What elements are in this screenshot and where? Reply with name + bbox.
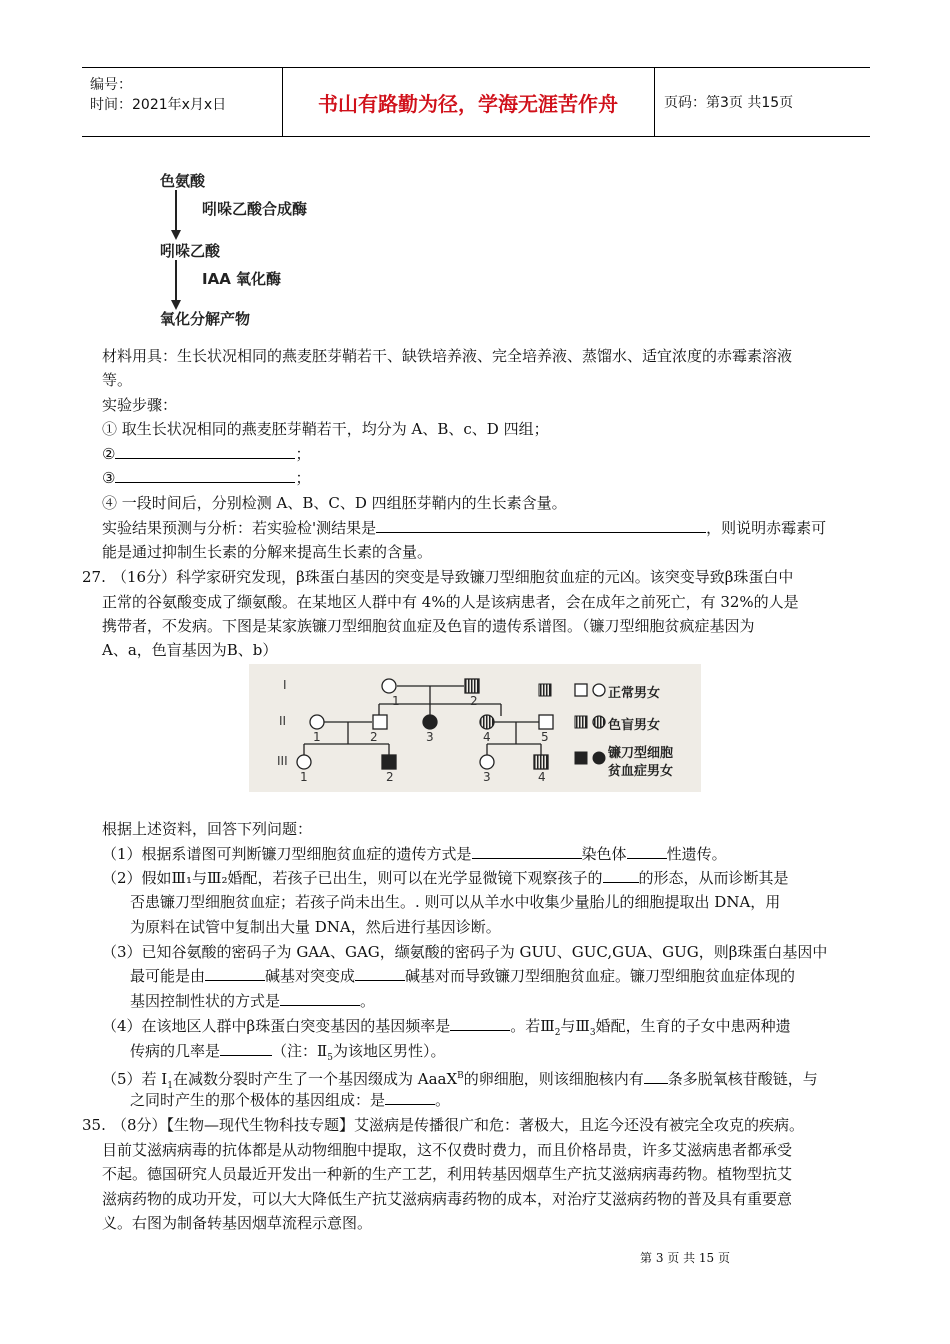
a1-blank-1[interactable]	[472, 842, 582, 859]
num-i2: 2	[470, 694, 478, 708]
answer-5-line-2	[130, 1088, 450, 1112]
materials-line-1: 材料用具：生长状况相同的燕麦胚芽鞘若干、缺铁培养液、完全培养液、蒸馏水、适宜浓度的赤霉素溶液	[102, 347, 793, 365]
flow-arrow-1	[170, 190, 182, 240]
step-3-suffix: ；	[295, 469, 311, 487]
a5-suffix: 条多脱氧核苷酸链，与	[667, 1070, 818, 1088]
a5-mid: 在减数分裂时产生了一个基因缀成为 AaaX	[172, 1070, 458, 1088]
steps-title: 实验步骤：	[102, 396, 178, 414]
answer-3-line-2	[130, 964, 795, 988]
a2-blank[interactable]	[603, 866, 639, 883]
result-line-2: 能是通过抑制生长素的分解来提高生长素的含量。	[102, 543, 433, 561]
pedigree-iii1	[297, 755, 311, 769]
gen-iii-label: III	[277, 754, 288, 768]
a5-mid-2: 的卵细胞，则该细胞核内有	[463, 1070, 644, 1088]
gen-ii-label: II	[279, 714, 287, 728]
pedigree-chart	[249, 664, 701, 792]
q35-line-5: 义。右图为制备转基因烟草流程示意图。	[102, 1214, 373, 1232]
legend-normal-text: 正常男女	[608, 686, 661, 701]
legend-sickle-text-1: 镰刀型细胞	[608, 746, 674, 761]
q35-line-2: 目前艾滋病病毒的抗体都是从动物细胞中提取，这不仅费时费力，而且价格昂贵，许多艾滋病患者都承受	[102, 1141, 793, 1159]
step-1: ① 取生长状况相同的燕麦胚芽鞘若干，均分为 A、B、c、D 四组；	[102, 420, 549, 438]
pedigree-iii4	[534, 755, 548, 769]
num-iii1: 1	[300, 770, 308, 784]
a5-sup: B	[457, 1071, 464, 1081]
flow-enzyme-oxidase: IAA 氧化酶	[202, 270, 282, 288]
a4-blank-2[interactable]	[220, 1039, 272, 1056]
header-info-cell	[82, 68, 283, 136]
motto: 书山有路勤为径，学海无涯苦作舟	[282, 68, 655, 136]
pedigree-ii3	[423, 715, 437, 729]
a4-line2-sub: 5	[327, 1053, 333, 1063]
num-ii3: 3	[426, 730, 434, 744]
legend-normal-female	[593, 684, 605, 696]
answer-3-line-3	[130, 989, 375, 1013]
date-label: 时间：2021年x月x日	[90, 97, 227, 113]
pedigree-ii5	[539, 715, 553, 729]
q27-line-3: 携带者，不发病。下图是某家族镰刀型细胞贫血症及色盲的遗传系谱图。（镰刀型细胞贫疯症基因为	[102, 617, 755, 635]
step-2-prefix: ②	[102, 445, 116, 463]
q35-number: 35.	[82, 1116, 106, 1134]
a5-line2-prefix: 之同时产生的那个极体的基因组成：是	[130, 1091, 386, 1109]
step-3	[102, 466, 310, 490]
legend-sickle-text-2: 贫血症男女	[608, 764, 674, 779]
a3-line3-suffix: 。	[360, 992, 376, 1010]
num-iii2: 2	[386, 770, 394, 784]
q35-line-4: 滋病药物的成功开发，可以大大降低生产抗艾滋病病毒药物的成本，对治疗艾滋病药物的普及具有重要意	[102, 1190, 793, 1208]
a3-line3-prefix: 基因控制性状的方式是	[130, 992, 281, 1010]
q27-line-4: A、a，色盲基因为B、b）	[102, 641, 278, 659]
pedigree-iii3	[480, 755, 494, 769]
a4-sub-1: 2	[554, 1028, 561, 1038]
page-label: 页码：第3页 共15页	[664, 95, 794, 111]
answer-2-line-2: 否患镰刀型细胞贫血症；若孩子尚未出生。. 则可以从羊水中收集少量胎儿的细胞提取出 DNA，用	[130, 893, 781, 911]
legend-colorblind-text: 色盲男女	[608, 718, 661, 733]
step-3-prefix: ③	[102, 469, 116, 487]
pedigree-ii1	[310, 715, 324, 729]
legend-normal-male	[575, 684, 587, 696]
a5-blank-1[interactable]	[644, 1067, 668, 1084]
result-blank[interactable]	[376, 516, 706, 533]
legend-colorblind-male	[575, 716, 587, 728]
num-ii4: 4	[483, 730, 491, 744]
legend-sickle-male	[575, 752, 587, 764]
a1-suffix: 性遗传。	[666, 845, 727, 863]
a4-blank-1[interactable]	[450, 1014, 510, 1031]
num-iii3: 3	[483, 770, 491, 784]
num-ii5: 5	[541, 730, 549, 744]
num-ii1: 1	[313, 730, 321, 744]
q27-line-1: （16分）科学家研究发现，β珠蛋白基因的突变是导致镰刀型细胞贫血症的元凶。该突变导致β珠蛋白中	[112, 568, 794, 586]
a5-prefix: （5）若 I	[102, 1070, 168, 1088]
answer-2-line-1	[102, 866, 789, 890]
answer-3-line-1: （3）已知谷氨酸的密码子为 GAA、GAG，缬氨酸的密码子为 GUU、GUC,GUA、GUG，则β珠蛋白基因中	[102, 943, 828, 961]
pedigree-i2	[465, 679, 479, 693]
a3-mid: 碱基对突变成	[265, 967, 356, 985]
q27-line-2: 正常的谷氨酸变成了缬氨酸。在某地区人群中有 4%的人是该病患者，会在成年之前死亡，有 32%的人是	[102, 593, 799, 611]
legend-sickle-female	[593, 752, 605, 764]
result-prefix: 实验结果预测与分析：若实验检'测结果是	[102, 519, 377, 537]
a1-blank-2[interactable]	[627, 842, 667, 859]
num-ii2: 2	[370, 730, 378, 744]
pedigree-i1	[382, 679, 396, 693]
page-header	[82, 67, 870, 137]
result-line-1	[102, 516, 826, 540]
flow-step-iaa: 吲哚乙酸	[160, 242, 221, 260]
a4-mid: 。若Ⅲ	[510, 1017, 555, 1035]
legend-separator-square	[539, 684, 551, 696]
step-2-blank[interactable]	[115, 442, 295, 459]
a3-prefix: 最可能是由	[130, 967, 206, 985]
a3-suffix: 碱基对而导致镰刀型细胞贫血症。镰刀型细胞贫血症体现的	[405, 967, 796, 985]
pedigree-ii4	[480, 715, 494, 729]
a5-line2-suffix: 。	[435, 1091, 451, 1109]
a4-line2-prefix: 传病的几率是	[130, 1042, 221, 1060]
num-iii4: 4	[538, 770, 546, 784]
legend-colorblind-female	[593, 716, 605, 728]
result-suffix: ，则说明赤霉素可	[706, 519, 827, 537]
iaa-pathway-diagram	[160, 170, 360, 330]
q35-line-3: 不起。德国研究人员最近开发出一种新的生产工艺，利用转基因烟草生产抗艾滋病病毒药物。植物型抗艾	[102, 1165, 793, 1183]
questions-intro: 根据上述资料，回答下列问题：	[102, 820, 313, 838]
materials-line-2: 等。	[102, 371, 133, 389]
page-footer: 第 3 页 共 15 页	[640, 1251, 730, 1265]
gen-i-label: I	[283, 678, 287, 692]
step-3-blank[interactable]	[115, 466, 295, 483]
a4-suffix: 婚配，生育的子女中患两种遗	[595, 1017, 791, 1035]
step-4: ④ 一段时间后，分别检测 A、B、C、D 四组胚芽鞘内的生长素含量。	[102, 494, 567, 512]
flow-enzyme-synthase: 吲哚乙酸合成酶	[202, 200, 308, 218]
num-i1: 1	[392, 694, 400, 708]
a2-suffix: 的形态，从而诊断其是	[638, 869, 789, 887]
a2-prefix: （2）假如Ⅲ₁与Ⅲ₂婚配，若孩子已出生，则可以在光学显微镜下观察孩子的	[102, 869, 603, 887]
a4-mid-2: 与Ⅲ	[560, 1017, 590, 1035]
step-2	[102, 442, 310, 466]
answer-1	[102, 842, 727, 866]
number-label: 编号：	[90, 77, 132, 93]
a3-blank-2[interactable]	[355, 964, 405, 981]
a4-line2-suffix: 为该地区男性）。	[332, 1042, 446, 1060]
pedigree-ii2	[373, 715, 387, 729]
a5-sub: 1	[167, 1081, 173, 1091]
pedigree-iii2	[382, 755, 396, 769]
q27-number: 27.	[82, 568, 106, 586]
a5-blank-2[interactable]	[385, 1088, 435, 1105]
a1-prefix: （1）根据系谱图可判断镰刀型细胞贫血症的遗传方式是	[102, 845, 472, 863]
a4-line2-mid: （注：Ⅱ	[272, 1042, 328, 1060]
flow-step-products: 氧化分解产物	[160, 310, 251, 328]
a3-blank-1[interactable]	[205, 964, 265, 981]
step-2-suffix: ；	[295, 445, 311, 463]
flow-arrow-2	[170, 260, 182, 310]
a3-blank-3[interactable]	[280, 989, 360, 1006]
answer-2-line-3: 为原料在试管中复制出大量 DNA，然后进行基因诊断。	[130, 918, 501, 936]
a1-mid: 染色体	[581, 845, 627, 863]
a4-sub-2: 3	[589, 1028, 596, 1038]
a4-prefix: （4）在该地区人群中β珠蛋白突变基因的基因频率是	[102, 1017, 451, 1035]
flow-step-tryptophan: 色氨酸	[160, 172, 206, 190]
q35-line-1: （8分）【生物—现代生物科技专题】艾滋病是传播很广和危：著极大，且迄今还没有被完全攻克的疾病。	[112, 1116, 805, 1134]
